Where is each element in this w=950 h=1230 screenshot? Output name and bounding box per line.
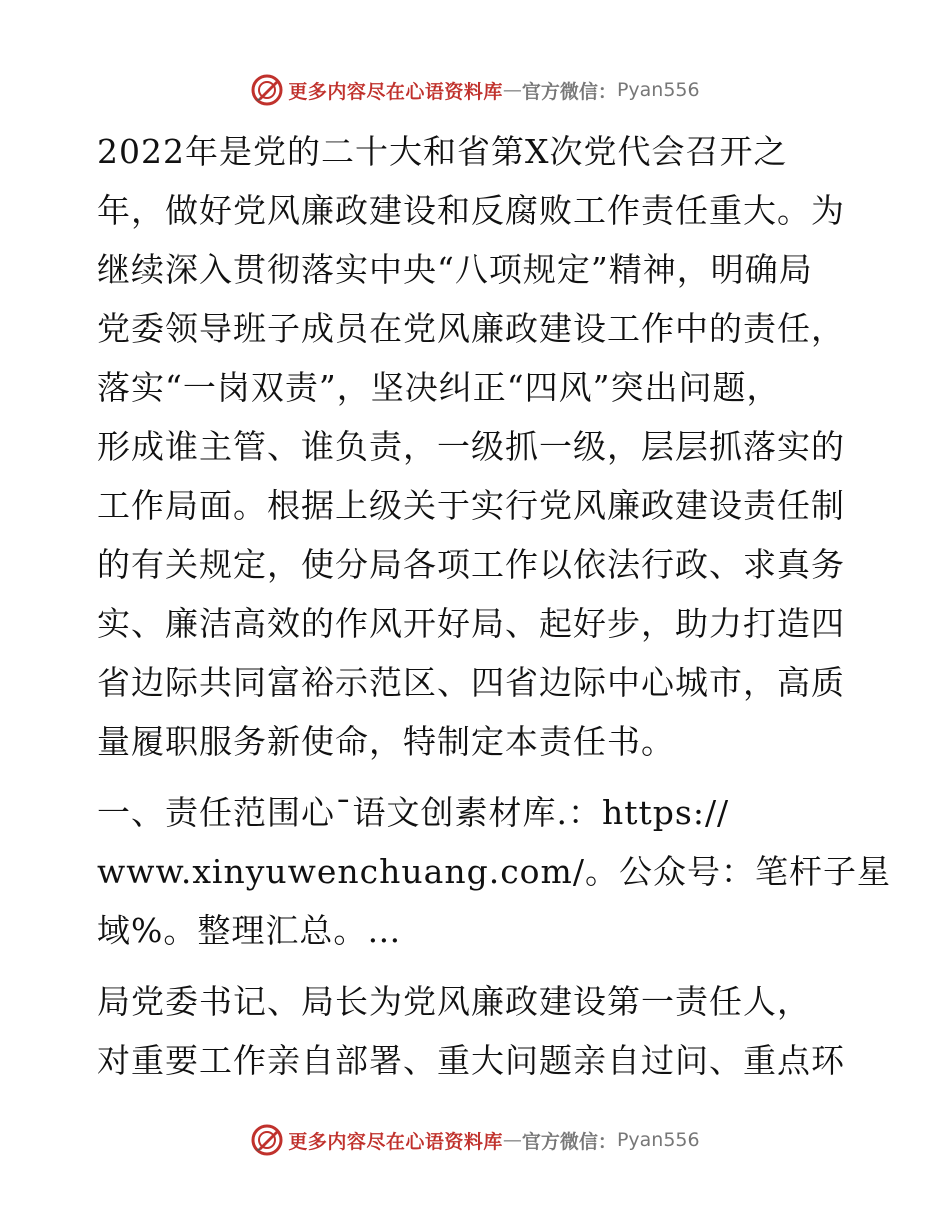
text-line: 落实“一岗双责”，坚决纠正“四风”突出问题，	[97, 368, 781, 407]
text-line: www.xinyuwenchuang.com/。公众号：笔杆子星	[97, 852, 891, 891]
banner-wechat-label: 官方微信：	[521, 80, 617, 103]
text-line: 省边际共同富裕示范区、四省边际中心城市，高质	[97, 663, 845, 702]
text-line: 的有关规定，使分局各项工作以依法行政、求真务	[97, 545, 845, 584]
text-line: 实、廉洁高效的作风开好局、起好步，助力打造四	[97, 604, 845, 643]
banner-wechat-id: Pyan556	[616, 1129, 700, 1151]
banner-separator: —	[502, 1129, 522, 1151]
logo-icon	[250, 1123, 284, 1157]
text-line: 形成谁主管、谁负责，一级抓一级，层层抓落实的	[97, 427, 845, 466]
text-line: 党委领导班子成员在党风廉政建设工作中的责任，	[97, 309, 845, 348]
footer-watermark-banner	[0, 1120, 950, 1160]
text-line: 工作局面。根据上级关于实行党风廉政建设责任制	[97, 486, 845, 525]
banner-text: 更多内容尽在心语资料库	[288, 80, 503, 103]
text-line: 局党委书记、局长为党风廉政建设第一责任人，	[97, 982, 811, 1021]
banner-wechat-id: Pyan556	[616, 79, 700, 101]
text-line: 域%。整理汇总。…	[97, 911, 402, 950]
logo-icon	[250, 73, 284, 107]
banner-wechat-label: 官方微信：	[521, 1130, 617, 1153]
document-body	[97, 122, 891, 1090]
paragraph-section-one	[97, 783, 891, 960]
text-line: 量履职服务新使命，特制定本责任书。	[97, 722, 675, 761]
text-line: 继续深入贯彻落实中央“八项规定”精神，明确局	[97, 250, 813, 289]
paragraph-intro	[97, 122, 857, 771]
banner-separator: —	[502, 79, 522, 101]
text-line: 2022年是党的二十大和省第X次党代会召开之	[97, 132, 788, 171]
banner-text: 更多内容尽在心语资料库	[288, 1130, 503, 1153]
paragraph-responsibility	[97, 972, 857, 1090]
header-watermark-banner	[0, 70, 950, 110]
section-heading-line: 一、责任范围心¯语文创素材库.：https://	[97, 793, 730, 832]
text-line: 年，做好党风廉政建设和反腐败工作责任重大。为	[97, 191, 845, 230]
text-line: 对重要工作亲自部署、重大问题亲自过问、重点环	[97, 1041, 845, 1080]
